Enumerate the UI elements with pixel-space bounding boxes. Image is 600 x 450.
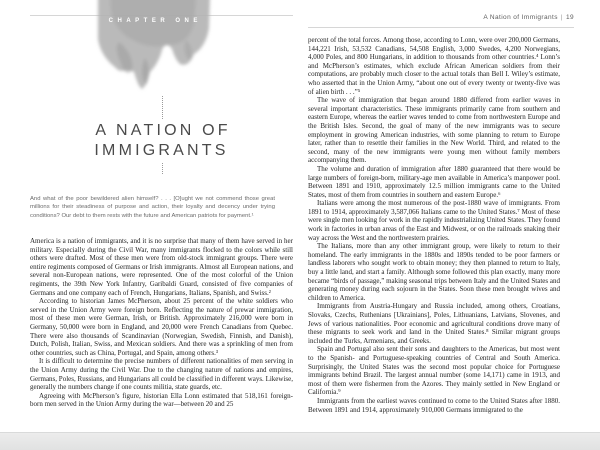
paragraph: The volume and duration of immigration after 1880 guaranteed that there would be large numbers of foreign-born, military-age men available in America’s manpower pool. Between 1891 and 1910, approximately 12.5 million immigrants came to the United States, most of them from countries in southern and eastern Europe.⁶ (308, 164, 560, 199)
epigraph: And what of the poor bewildered alien himself? . . . [O]ught we not commend those great millions for their steadiness of purpose and action, their loyalty and decency under trying conditions? Our debt to them rests with the future and American patriots for payment.¹ (30, 196, 275, 219)
running-head-title: A Nation of Immigrants (483, 14, 558, 21)
chapter-title-line1: A NATION OF (95, 122, 231, 139)
chapter-label: CHAPTER ONE (108, 18, 202, 24)
reader-bottom-bar (0, 432, 600, 450)
paragraph: Immigrants from the earliest waves continued to come to the United States after 1880. Between 1891 and 1914, approximately 910,000 Germans immigrated to the (308, 396, 560, 414)
paragraph: Immigrants from Austria-Hungary and Russia included, among others, Croatians, Slovaks, Czechs, Ruthenians [Ukrainians], Poles, Lithuanians, Latvians, Slovenes, and Jews of various nationalities. Poor economic and agricultural conditions drove many of these migrants to seek work and land in the United States.⁸ Similar migrant groups included the Turks, Armenians, and Greeks. (308, 302, 560, 345)
right-page (308, 0, 574, 432)
paragraph: Spain and Portugal also sent their sons and daughters to the Americas, but most went to the Spanish- and Portuguese-speaking countries of Central and South America. Surprisingly, the United States was the second most popular choice for Portuguese immigrants behind Brazil. The largest annual number (some 14,171) came in 1913, and most of them were fishermen from the Azores. They mainly settled in New England or California.⁹ (308, 345, 560, 397)
paragraph: Italians were among the most numerous of the post-1880 wave of immigrants. From 1891 to 1914, approximately 3,587,066 Italians came to the United States.⁷ Most of these were single men looking for work in the rapidly industrializing United States. They found work in factories in urban areas of the East and Midwest, or on the railroads snaking their way across the West and the northwestern prairies. (308, 199, 560, 242)
paragraph: percent of the total forces. Among those, according to Lonn, were over 200,000 Germans, 144,221 Irish, 53,532 Canadians, 54,508 English, 3,000 Swedes, 4,200 Norwegians, 4,000 Poles, and 800 Hungarians, in addition to thousands from other countries.⁴ Lonn’s and McPherson’s estimates, which exclude African American soldiers from their computations, are probably much closer to the actual totals than Bell I. Wiley’s estimate, who asserted that in the Union Army, “about one out of every twenty or twenty-five was of alien birth . . .”⁵ (308, 36, 560, 96)
dotted-divider (162, 96, 163, 119)
dotted-divider-small (162, 163, 163, 174)
chapter-watercolor-art (90, 0, 216, 96)
watercolor-blob-graphic (90, 0, 216, 96)
chapter-title-line2: IMMIGRANTS (94, 142, 229, 159)
chapter-title (30, 121, 293, 161)
paragraph: America is a nation of immigrants, and it is no surprise that many of them have served in her military. Especially during the Civil War, many immigrants flocked to the colors while still others were drafted. Most of these men were from old-stock immigrant groups. There were entire regiments composed of Germans or Irish immigrants. Almost all European nations, and several non-European nations, were represented. One of the most colorful of the Union regiments, the 39th New York Infantry, Garibaldi Guard, consisted of five companies of Germans and one company each of French, Hungarians, Italians, Spanish, and Swiss.² (30, 237, 293, 297)
paragraph: It is difficult to determine the precise numbers of different nationalities of men serving in the Union Army during the Civil War. Due to the changing nature of nations and empires, Germans, Poles, Russians, and Hungarians all could be classified in different ways. Likewise, generally the numbers change if one counts militia, state guards, etc. (30, 357, 293, 392)
running-head (483, 14, 574, 21)
right-header-rule (308, 27, 574, 28)
left-page-body (30, 237, 293, 409)
paragraph: Agreeing with McPherson’s figure, historian Ella Lonn estimated that 518,161 foreign-born men served in the Union Army during the war—between 20 and 25 (30, 391, 293, 409)
page-number: 19 (565, 14, 574, 21)
running-head-separator: | (560, 14, 563, 21)
right-page-body (308, 36, 560, 414)
paragraph: According to historian James McPherson, about 25 percent of the white soldiers who served in the Union Army were foreign born. Reflecting the nature of prewar immigration, most of these men were German, Irish, or British. Approximately 216,000 were born in Germany, 50,000 were born in England, and 20,000 were French Canadians from Quebec. There were also thousands of Scandinavian (Norwegian, Swedish, Finnish, and Danish), Dutch, Polish, Italian, Swiss, and Mexican soldiers. And there was a sprinkling of men from other countries, such as China, Portugal, and Spain, among others.³ (30, 297, 293, 357)
paragraph: The wave of immigration that began around 1880 differed from earlier waves in several important characteristics. These immigrants primarily came from southern and eastern Europe, whereas the earlier waves tended to come from northwestern Europe and the British Isles. Second, the goal of many of the new immigrants was to secure employment in growing American industries, with some planning to return to Europe later, rather than to resettle their families in the New World. Third, and related to the second, many of the new immigrants were young men without family members accompanying them. (308, 96, 560, 165)
paragraph: The Italians, more than any other immigrant group, were likely to return to their homeland. The early immigrants in the 1880s and 1890s tended to be poor farmers or landless laborers who sought work to obtain money; they then planned to return to Italy, buy a little land, and start a family. Although some followed this plan exactly, many more became “birds of passage,” making seasonal trips between Italy and the United States and generating money during each sojourn in the States. Soon these men brought wives and children to America. (308, 242, 560, 302)
left-page (30, 0, 293, 432)
